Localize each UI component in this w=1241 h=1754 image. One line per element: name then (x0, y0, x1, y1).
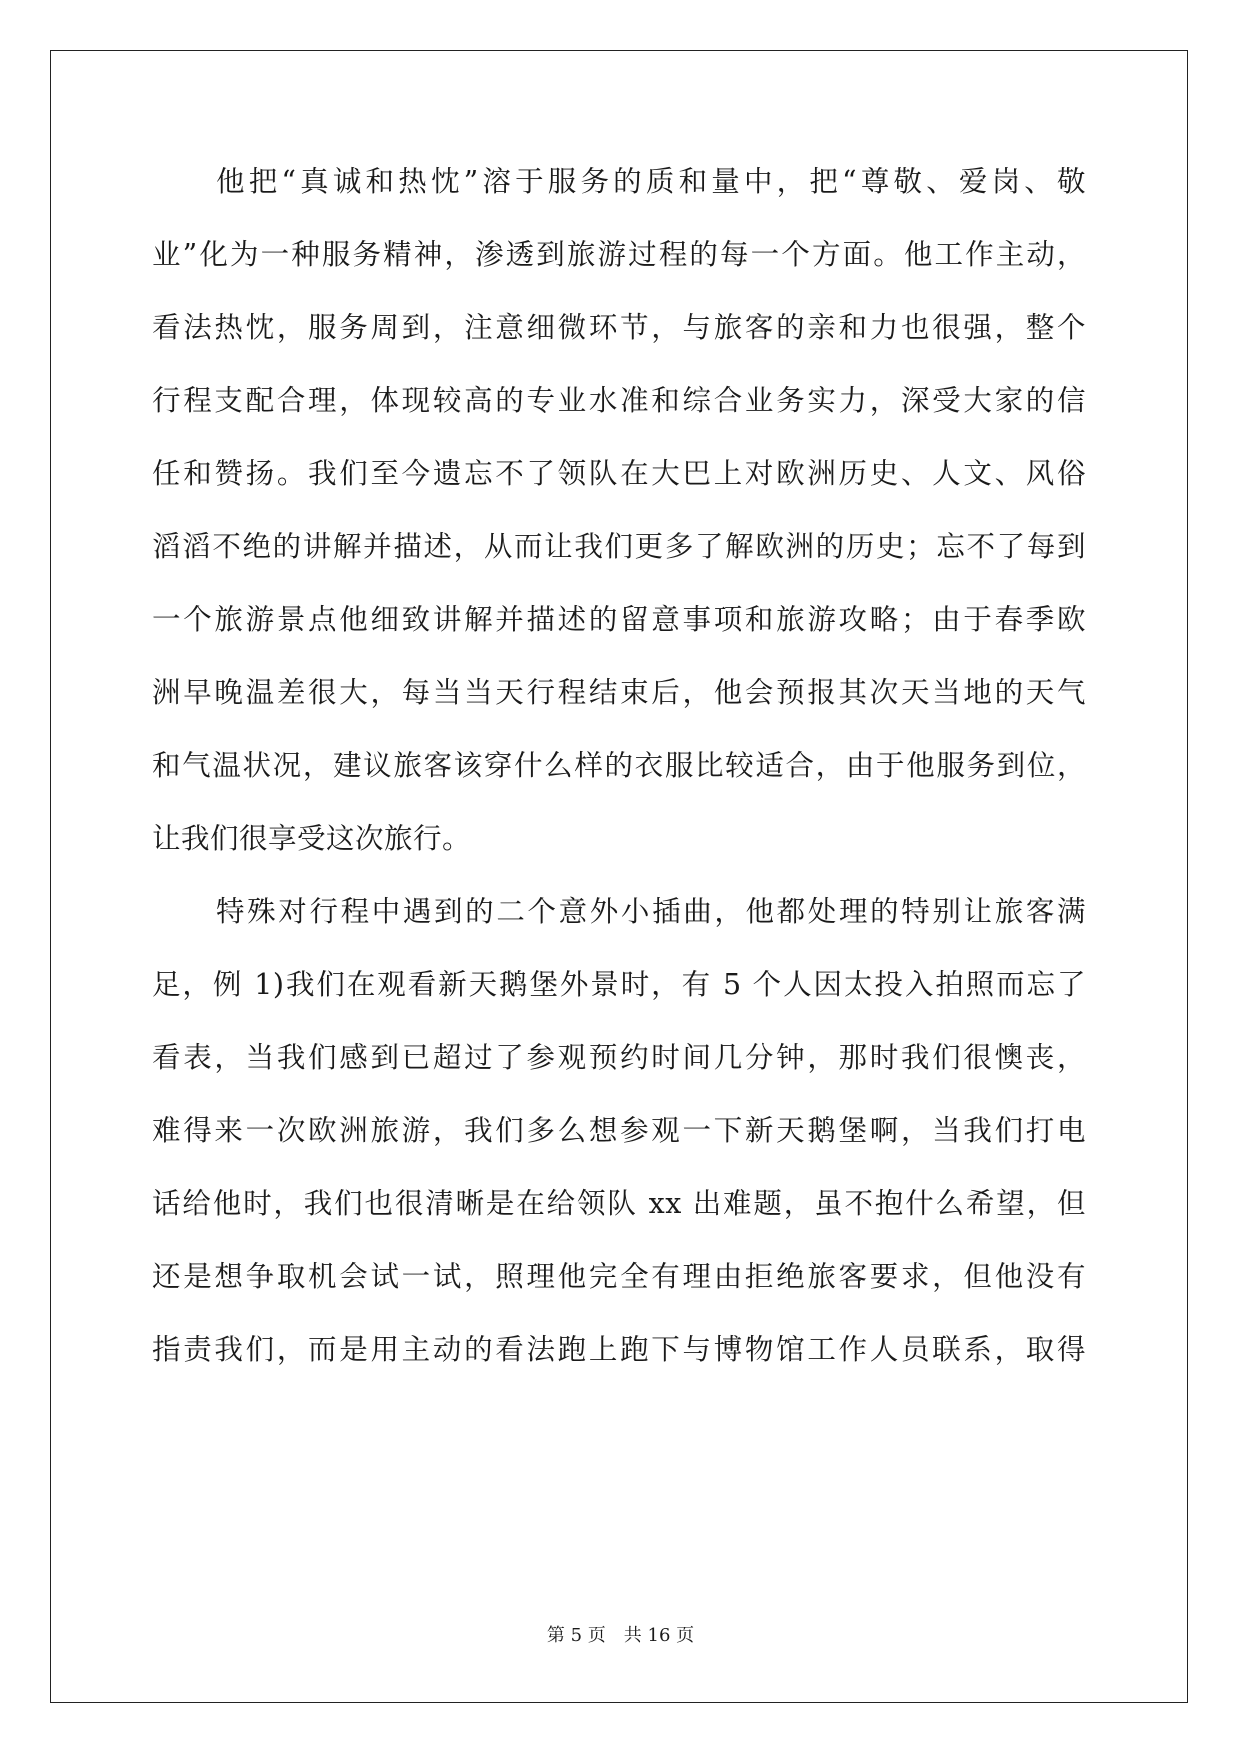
page-footer (0, 1624, 1241, 1648)
text-line: 看法热忱，服务周到，注意细微环节，与旅客的亲和力也很强，整个 (152, 311, 1086, 344)
text-line: 看表，当我们感到已超过了参观预约时间几分钟，那时我们很懊丧， (152, 1041, 1086, 1074)
text-line: 一个旅游景点他细致讲解并描述的留意事项和旅游攻略；由于春季欧 (152, 603, 1086, 636)
page-total: 共 16 页 (623, 1625, 695, 1646)
text-line: 话给他时，我们也很清晰是在给领队 xx 出难题，虽不抱什么希望，但 (152, 1187, 1086, 1220)
text-line: 还是想争取机会试一试，照理他完全有理由拒绝旅客要求，但他没有 (152, 1260, 1086, 1293)
text-line: 行程支配合理，体现较高的专业水准和综合业务实力，深受大家的信 (152, 384, 1086, 417)
text-line: 特殊对行程中遇到的二个意外小插曲，他都处理的特别让旅客满 (216, 895, 1086, 928)
page-border (50, 50, 1188, 1703)
text-line: 洲早晚温差很大，每当当天行程结束后，他会预报其次天当地的天气 (152, 676, 1086, 709)
text-line: 足，例 1)我们在观看新天鹅堡外景时，有 5 个人因太投入拍照而忘了 (152, 968, 1086, 1001)
text-line: 滔滔不绝的讲解并描述，从而让我们更多了解欧洲的历史；忘不了每到 (152, 530, 1086, 563)
page-number: 第 5 页 (546, 1625, 606, 1646)
text-line: 指责我们，而是用主动的看法跑上跑下与博物馆工作人员联系，取得 (152, 1333, 1086, 1366)
text-line: 他把“真诚和热忱”溶于服务的质和量中，把“尊敬、爱岗、敬 (216, 165, 1086, 198)
text-line: 和气温状况，建议旅客该穿什么样的衣服比较适合，由于他服务到位， (152, 749, 1086, 782)
text-line: 让我们很享受这次旅行。 (152, 822, 472, 855)
text-line: 业”化为一种服务精神，渗透到旅游过程的每一个方面。他工作主动， (152, 238, 1086, 271)
text-line: 任和赞扬。我们至今遗忘不了领队在大巴上对欧洲历史、人文、风俗 (152, 457, 1086, 490)
text-line: 难得来一次欧洲旅游，我们多么想参观一下新天鹅堡啊，当我们打电 (152, 1114, 1086, 1147)
